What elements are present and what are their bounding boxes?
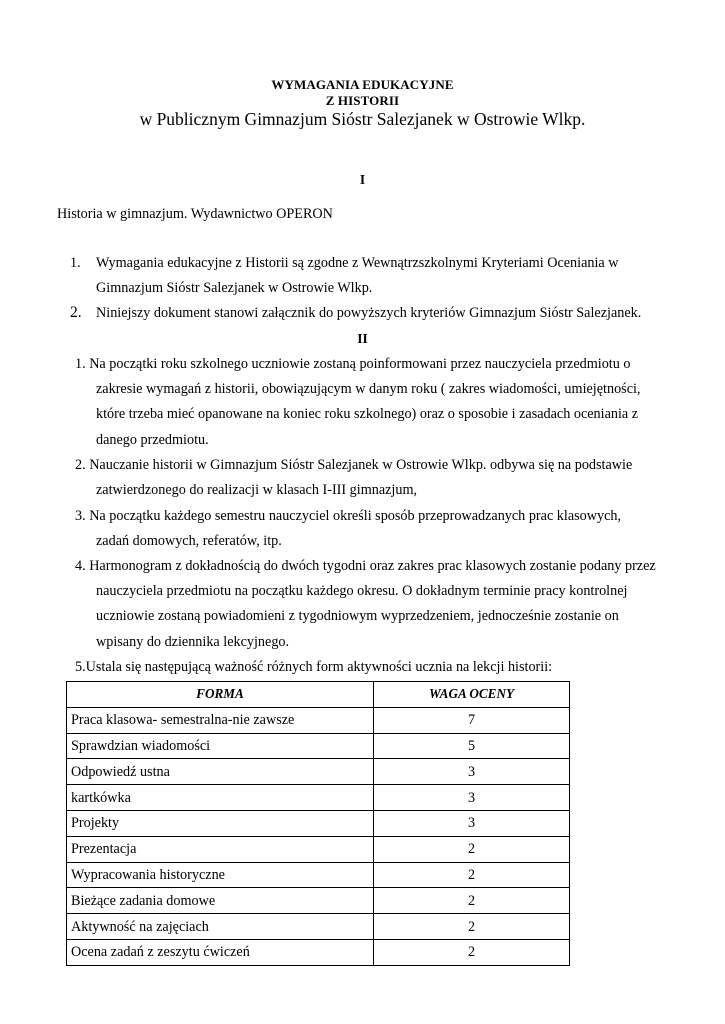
column-header-forma: FORMA (67, 682, 374, 708)
section-numeral-2: II (357, 331, 368, 346)
list-item-number: 2. (70, 304, 82, 321)
table-cell-waga: 3 (374, 810, 570, 836)
paragraph-line: zatwierdzonego do realizacji w klasach I-III gimnazjum, (96, 482, 418, 498)
title-line-1: WYMAGANIA EDUKACYJNE (271, 77, 454, 92)
table-row (67, 810, 570, 836)
paragraph-line: które trzeba mieć opanowane na koniec roku szkolnego) oraz o sposobie i zasadach oceniania z (96, 406, 639, 422)
paragraph-line: 2. Nauczanie historii w Gimnazjum Sióstr Salezjanek w Ostrowie Wlkp. odbywa się na podstawie (75, 457, 633, 473)
table-cell-forma: Projekty (67, 810, 374, 836)
paragraph-line: 3. Na początku każdego semestru nauczyciel określi sposób przeprowadzanych prac klasowych, (75, 508, 622, 524)
table-cell-waga: 3 (374, 785, 570, 811)
table-row (67, 759, 570, 785)
paragraph-line: 5.Ustala się następującą ważność różnych form aktywności ucznia na lekcji historii: (75, 659, 553, 675)
table-cell-forma: Odpowiedź ustna (67, 759, 374, 785)
column-header-waga: WAGA OCENY (374, 682, 570, 708)
table-cell-forma: Aktywność na zajęciach (67, 914, 374, 940)
table-header-row (67, 682, 570, 708)
list-item-number: 1. (70, 255, 81, 271)
table-cell-waga: 2 (374, 939, 570, 965)
table-cell-waga: 3 (374, 759, 570, 785)
table-row (67, 939, 570, 965)
table-row (67, 733, 570, 759)
table-row (67, 888, 570, 914)
table-cell-forma: Ocena zadań z zeszytu ćwiczeń (67, 939, 374, 965)
section1-intro: Historia w gimnazjum. Wydawnictwo OPERON (57, 206, 333, 222)
table-cell-forma: Praca klasowa- semestralna-nie zawsze (67, 707, 374, 733)
table-cell-waga: 7 (374, 707, 570, 733)
table-cell-waga: 2 (374, 862, 570, 888)
list-item-line: Niniejszy dokument stanowi załącznik do powyższych kryteriów Gimnazjum Sióstr Salezjanek. (96, 305, 642, 321)
title-line-3: w Publicznym Gimnazjum Sióstr Salezjanek w Ostrowie Wlkp. (139, 109, 586, 129)
paragraph-line: 4. Harmonogram z dokładnością do dwóch tygodni oraz zakres prac klasowych zostanie podany przez (75, 558, 656, 574)
paragraph-line: nauczyciela przedmiotu na początku każdego okresu. O dokładnym terminie pracy kontrolnej (96, 583, 628, 599)
table-row (67, 836, 570, 862)
paragraph-line: uczniowie zostaną powiadomieni z tygodniowym wyprzedzeniem, jednocześnie zostanie on (96, 608, 619, 624)
table-row (67, 785, 570, 811)
table-cell-waga: 2 (374, 836, 570, 862)
table-cell-waga: 2 (374, 888, 570, 914)
grade-weights-table (66, 681, 570, 966)
table-cell-forma: Prezentacja (67, 836, 374, 862)
paragraph-line: danego przedmiotu. (96, 432, 209, 448)
list-item-line: Wymagania edukacyjne z Historii są zgodne z Wewnątrzszkolnymi Kryteriami Oceniania w (96, 255, 619, 271)
title-line-2: Z HISTORII (325, 93, 400, 108)
table-row (67, 914, 570, 940)
paragraph-line: wpisany do dziennika lekcyjnego. (96, 634, 290, 650)
list-item-line: Gimnazjum Sióstr Salezjanek w Ostrowie Wlkp. (96, 280, 373, 296)
table-cell-forma: kartkówka (67, 785, 374, 811)
table-row (67, 862, 570, 888)
table-cell-waga: 5 (374, 733, 570, 759)
table-row (67, 707, 570, 733)
table-cell-forma: Bieżące zadania domowe (67, 888, 374, 914)
paragraph-line: zadań domowych, referatów, itp. (96, 533, 282, 549)
paragraph-line: zakresie wymagań z historii, obowiązującym w danym roku ( zakres wiadomości, umiejętności, (96, 381, 641, 397)
table-cell-forma: Sprawdzian wiadomości (67, 733, 374, 759)
table-cell-forma: Wypracowania historyczne (67, 862, 374, 888)
table-cell-waga: 2 (374, 914, 570, 940)
section-numeral-1: I (359, 172, 366, 187)
paragraph-line: 1. Na początki roku szkolnego uczniowie zostaną poinformowani przez nauczyciela przedmiotu o (75, 356, 631, 372)
